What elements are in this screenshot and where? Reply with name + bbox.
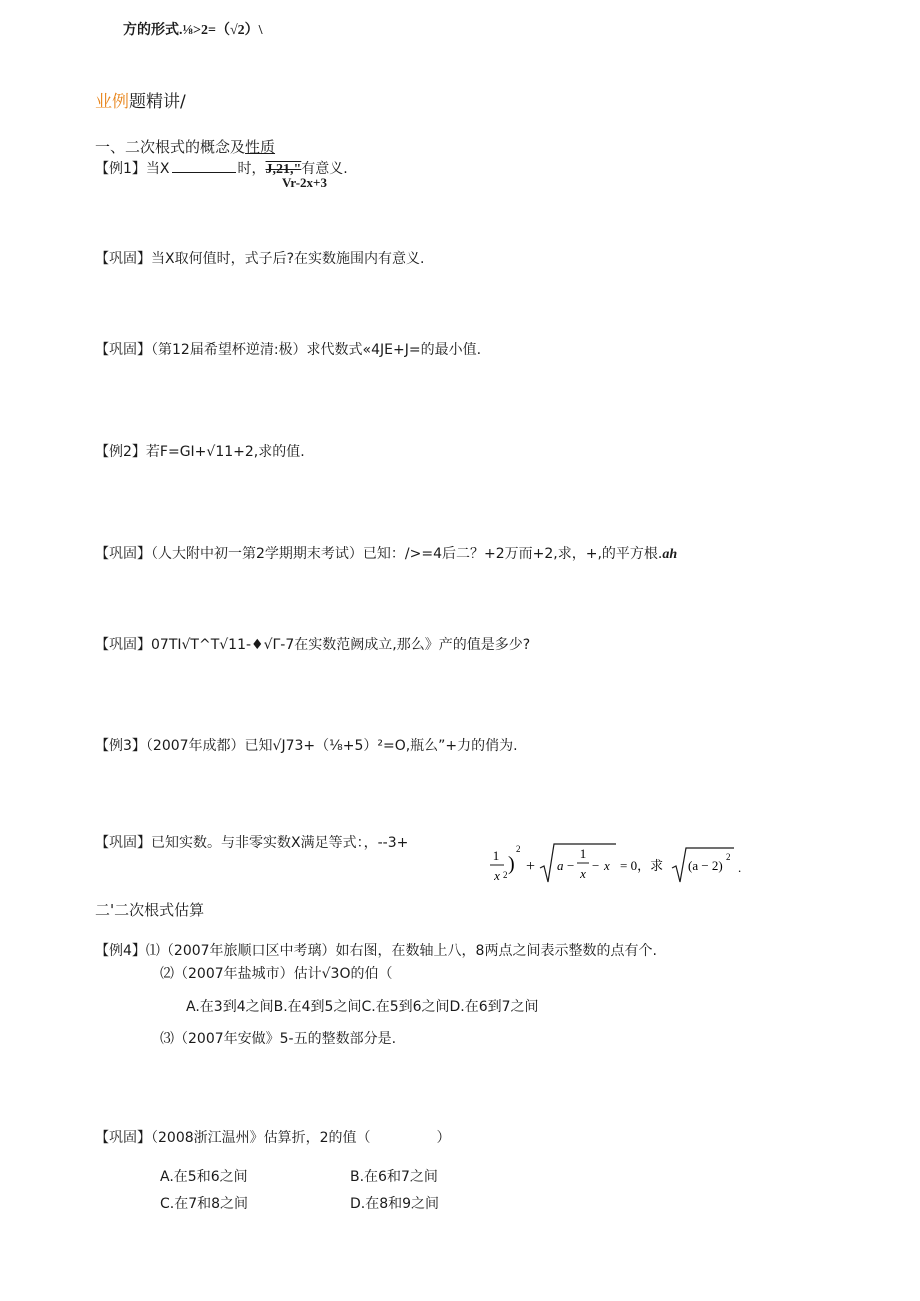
example-label: 【例4】 bbox=[95, 943, 146, 959]
section2-heading: 二'二次根式估算 bbox=[95, 901, 205, 919]
consolidate-label: 【巩固】 bbox=[95, 251, 151, 267]
example-1-denominator: Vr-2x+3 bbox=[282, 175, 327, 190]
section-title-rest: 题精讲/ bbox=[129, 92, 186, 112]
option-c: C.在7和8之间 bbox=[160, 1196, 249, 1212]
example-4-part-1: 【例4】⑴（2007年旅顺口区中考璃）如右图，在数轴上八，8两点之间表示整数的点有个. bbox=[95, 943, 657, 959]
consolidate-label: 【巩固】 bbox=[95, 835, 151, 851]
example-4-options: A.在3到4之间B.在4到5之间C.在5到6之间D.在6到7之间 bbox=[186, 999, 539, 1015]
option-b: B.在6和7之间 bbox=[350, 1169, 438, 1185]
example-label: 【例3】 bbox=[95, 738, 146, 754]
option-d: D.在8和9之间 bbox=[350, 1196, 440, 1212]
example-3: 【例3】（2007年成都）已知√J73+（⅛+5）²=O,瓶么”+力的俏为. bbox=[95, 738, 518, 754]
option-a: A.在5和6之间 bbox=[160, 1169, 248, 1185]
radicand-x: x bbox=[604, 858, 610, 873]
consolidate-6: 【巩固】（2008浙江温州》估算折，2的值（ ） bbox=[95, 1130, 451, 1146]
outer-exponent: 2 bbox=[516, 844, 521, 854]
example-4-part-3: ⑶（2007年安做》5-五的整数部分是. bbox=[160, 1031, 397, 1047]
consolidate-label: 【巩固】 bbox=[95, 342, 151, 358]
minus-sign: − bbox=[592, 858, 600, 873]
radicand-a: a bbox=[557, 858, 564, 873]
consolidate-label: 【巩固】 bbox=[95, 546, 151, 562]
frac2-numerator: 1 bbox=[579, 846, 587, 861]
minus-sign: − bbox=[567, 858, 575, 873]
frac2-denominator: x bbox=[580, 866, 586, 881]
consolidate-3: 【巩固】（人大附中初一第2学期期末考试）已知：/>=4后二？+2万而+2,求，+,的平方根.ah bbox=[95, 546, 678, 562]
close-paren: ) bbox=[508, 853, 515, 875]
frac1-denominator: x bbox=[494, 868, 500, 883]
example-4-part-2: ⑵（2007年盐城市）估计√3O的伯（ bbox=[160, 966, 393, 982]
radicand-2: (a − 2) bbox=[688, 858, 723, 873]
frac1-den-exponent: 2 bbox=[503, 870, 508, 880]
consolidate-label: 【巩固】 bbox=[95, 637, 151, 653]
consolidate-5: 【巩固】已知实数。与非零实数X满足等式：，--3+ bbox=[95, 835, 409, 851]
formula-period: . bbox=[738, 860, 742, 875]
example-label: 【例1】 bbox=[95, 161, 146, 177]
consolidate-label: 【巩固】 bbox=[95, 1130, 151, 1146]
section-title bbox=[95, 91, 186, 113]
section1-heading: 一、二次根式的概念及性质 bbox=[95, 138, 276, 156]
plus-sign: + bbox=[526, 858, 536, 875]
example-2: 【例2】若F=GI+√11+2,求的值. bbox=[95, 444, 305, 460]
radicand-2-exponent: 2 bbox=[726, 852, 731, 862]
consolidate-2: 【巩固】（第12届希望杯逆清:极）求代数式«4JE+J=的最小值. bbox=[95, 342, 482, 358]
top-line: 方的形式.⅛>2=（√2）\ bbox=[123, 23, 263, 38]
frac1-numerator: 1 bbox=[492, 848, 500, 863]
answer-blank bbox=[172, 160, 236, 173]
example-label: 【例2】 bbox=[95, 444, 146, 460]
consolidate-4: 【巩固】07TI√T^T√11-♦√Γ-7在实数范阙成立,那么》产的值是多少? bbox=[95, 637, 531, 653]
section-title-accent: 业例 bbox=[95, 92, 129, 112]
equals-zero-text: = 0，求 bbox=[620, 858, 664, 873]
equation-formula bbox=[488, 838, 746, 894]
example-1: 【例1】当X 时，J,21,"有意义. bbox=[95, 161, 348, 177]
consolidate-1: 【巩固】当X取何值时，式子后?在实数施围内有意义. bbox=[95, 251, 425, 267]
